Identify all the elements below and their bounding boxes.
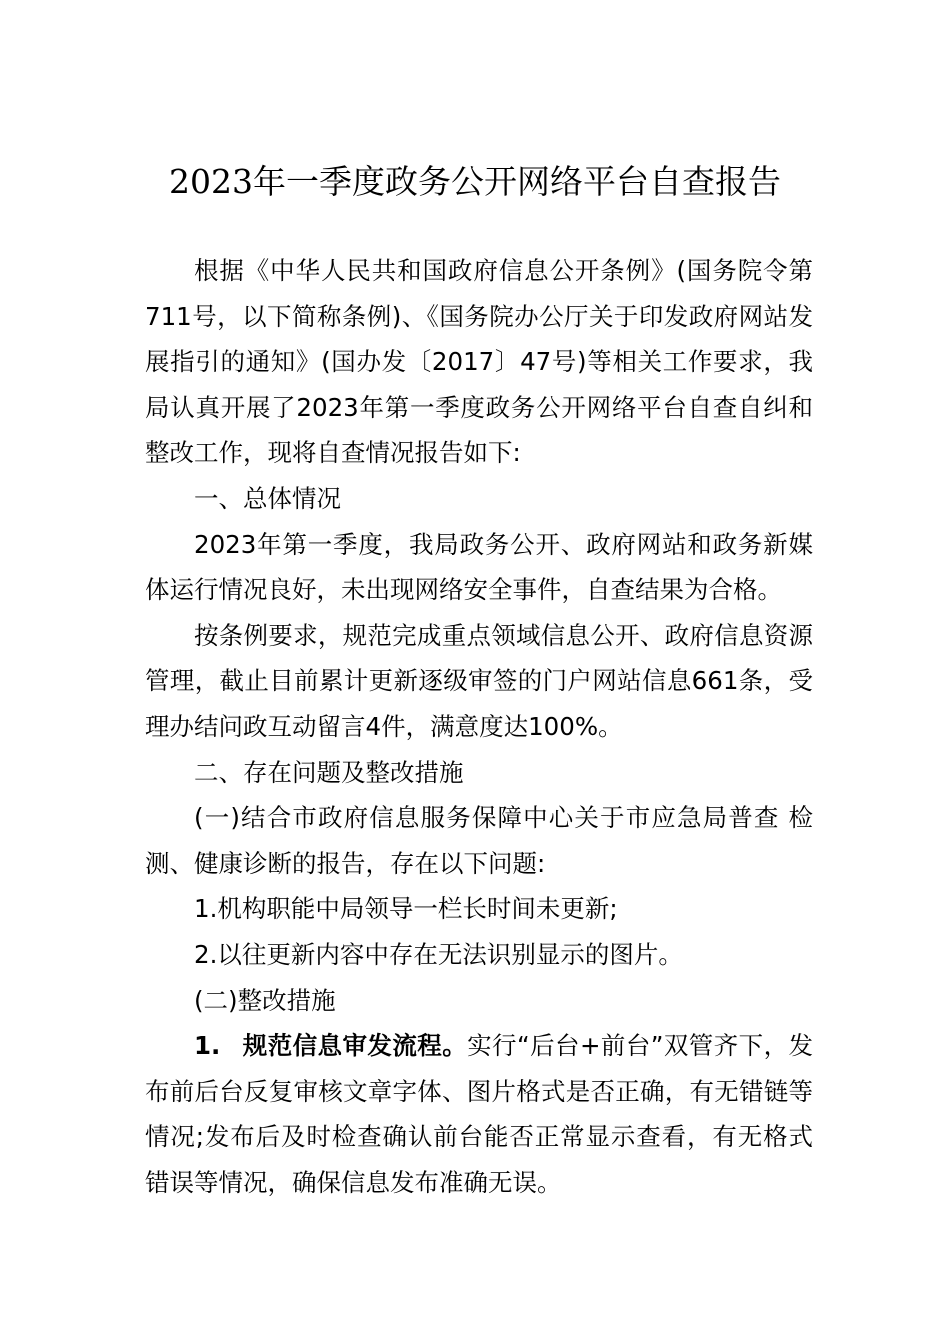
measure-number: 1.	[194, 1031, 221, 1061]
regulation-paragraph: 按条例要求，规范完成重点领域信息公开、政府信息资源管理，截止目前累计更新逐级审签的门户网站信息661条，受理办结问政互动留言4件，满意度达100%。	[145, 620, 813, 741]
subsection-problems: (一)结合市政府信息服务保障中心关于市应急局普查 检测、健康诊断的报告，存在以下问题:	[145, 803, 813, 878]
measure-text: 实行“后台+前台”双管齐下，发布前后台反复审核文章字体、图片格式是否正确，有无错链等情况;发布后及时检查确认前台能否正常显示查看，有无格式错误等情况，确保信息发布准确无误。	[145, 1031, 813, 1197]
section-heading-problems: 二、存在问题及整改措施	[194, 757, 464, 787]
intro-paragraph: 根据《中华人民共和国政府信息公开条例》(国务院令第711号，以下简称条例)、《国务院办公厅关于印发政府网站发展指引的通知》(国办发〔2017〕47号)等相关工作要求，我局认真开展了2023年第一季度政务公开网络平台自查自纠和整改工作，现将自查情况报告如下:	[145, 256, 813, 468]
document-body	[145, 248, 813, 1205]
problem-item-1: 1.机构职能中局领导一栏长时间未更新;	[194, 894, 618, 924]
measure-heading: 规范信息审发流程。	[242, 1031, 468, 1061]
measure-item-1	[145, 1023, 813, 1205]
overall-status-paragraph: 2023年第一季度，我局政务公开、政府网站和政务新媒体运行情况良好，未出现网络安全事件，自查结果为合格。	[145, 529, 813, 605]
subsection-measures: (二)整改措施	[194, 985, 336, 1015]
problem-item-2: 2.以往更新内容中存在无法识别显示的图片。	[194, 939, 683, 969]
document-title: 2023年一季度政务公开网络平台自查报告	[169, 162, 781, 201]
section-heading-overall: 一、总体情况	[194, 483, 341, 513]
